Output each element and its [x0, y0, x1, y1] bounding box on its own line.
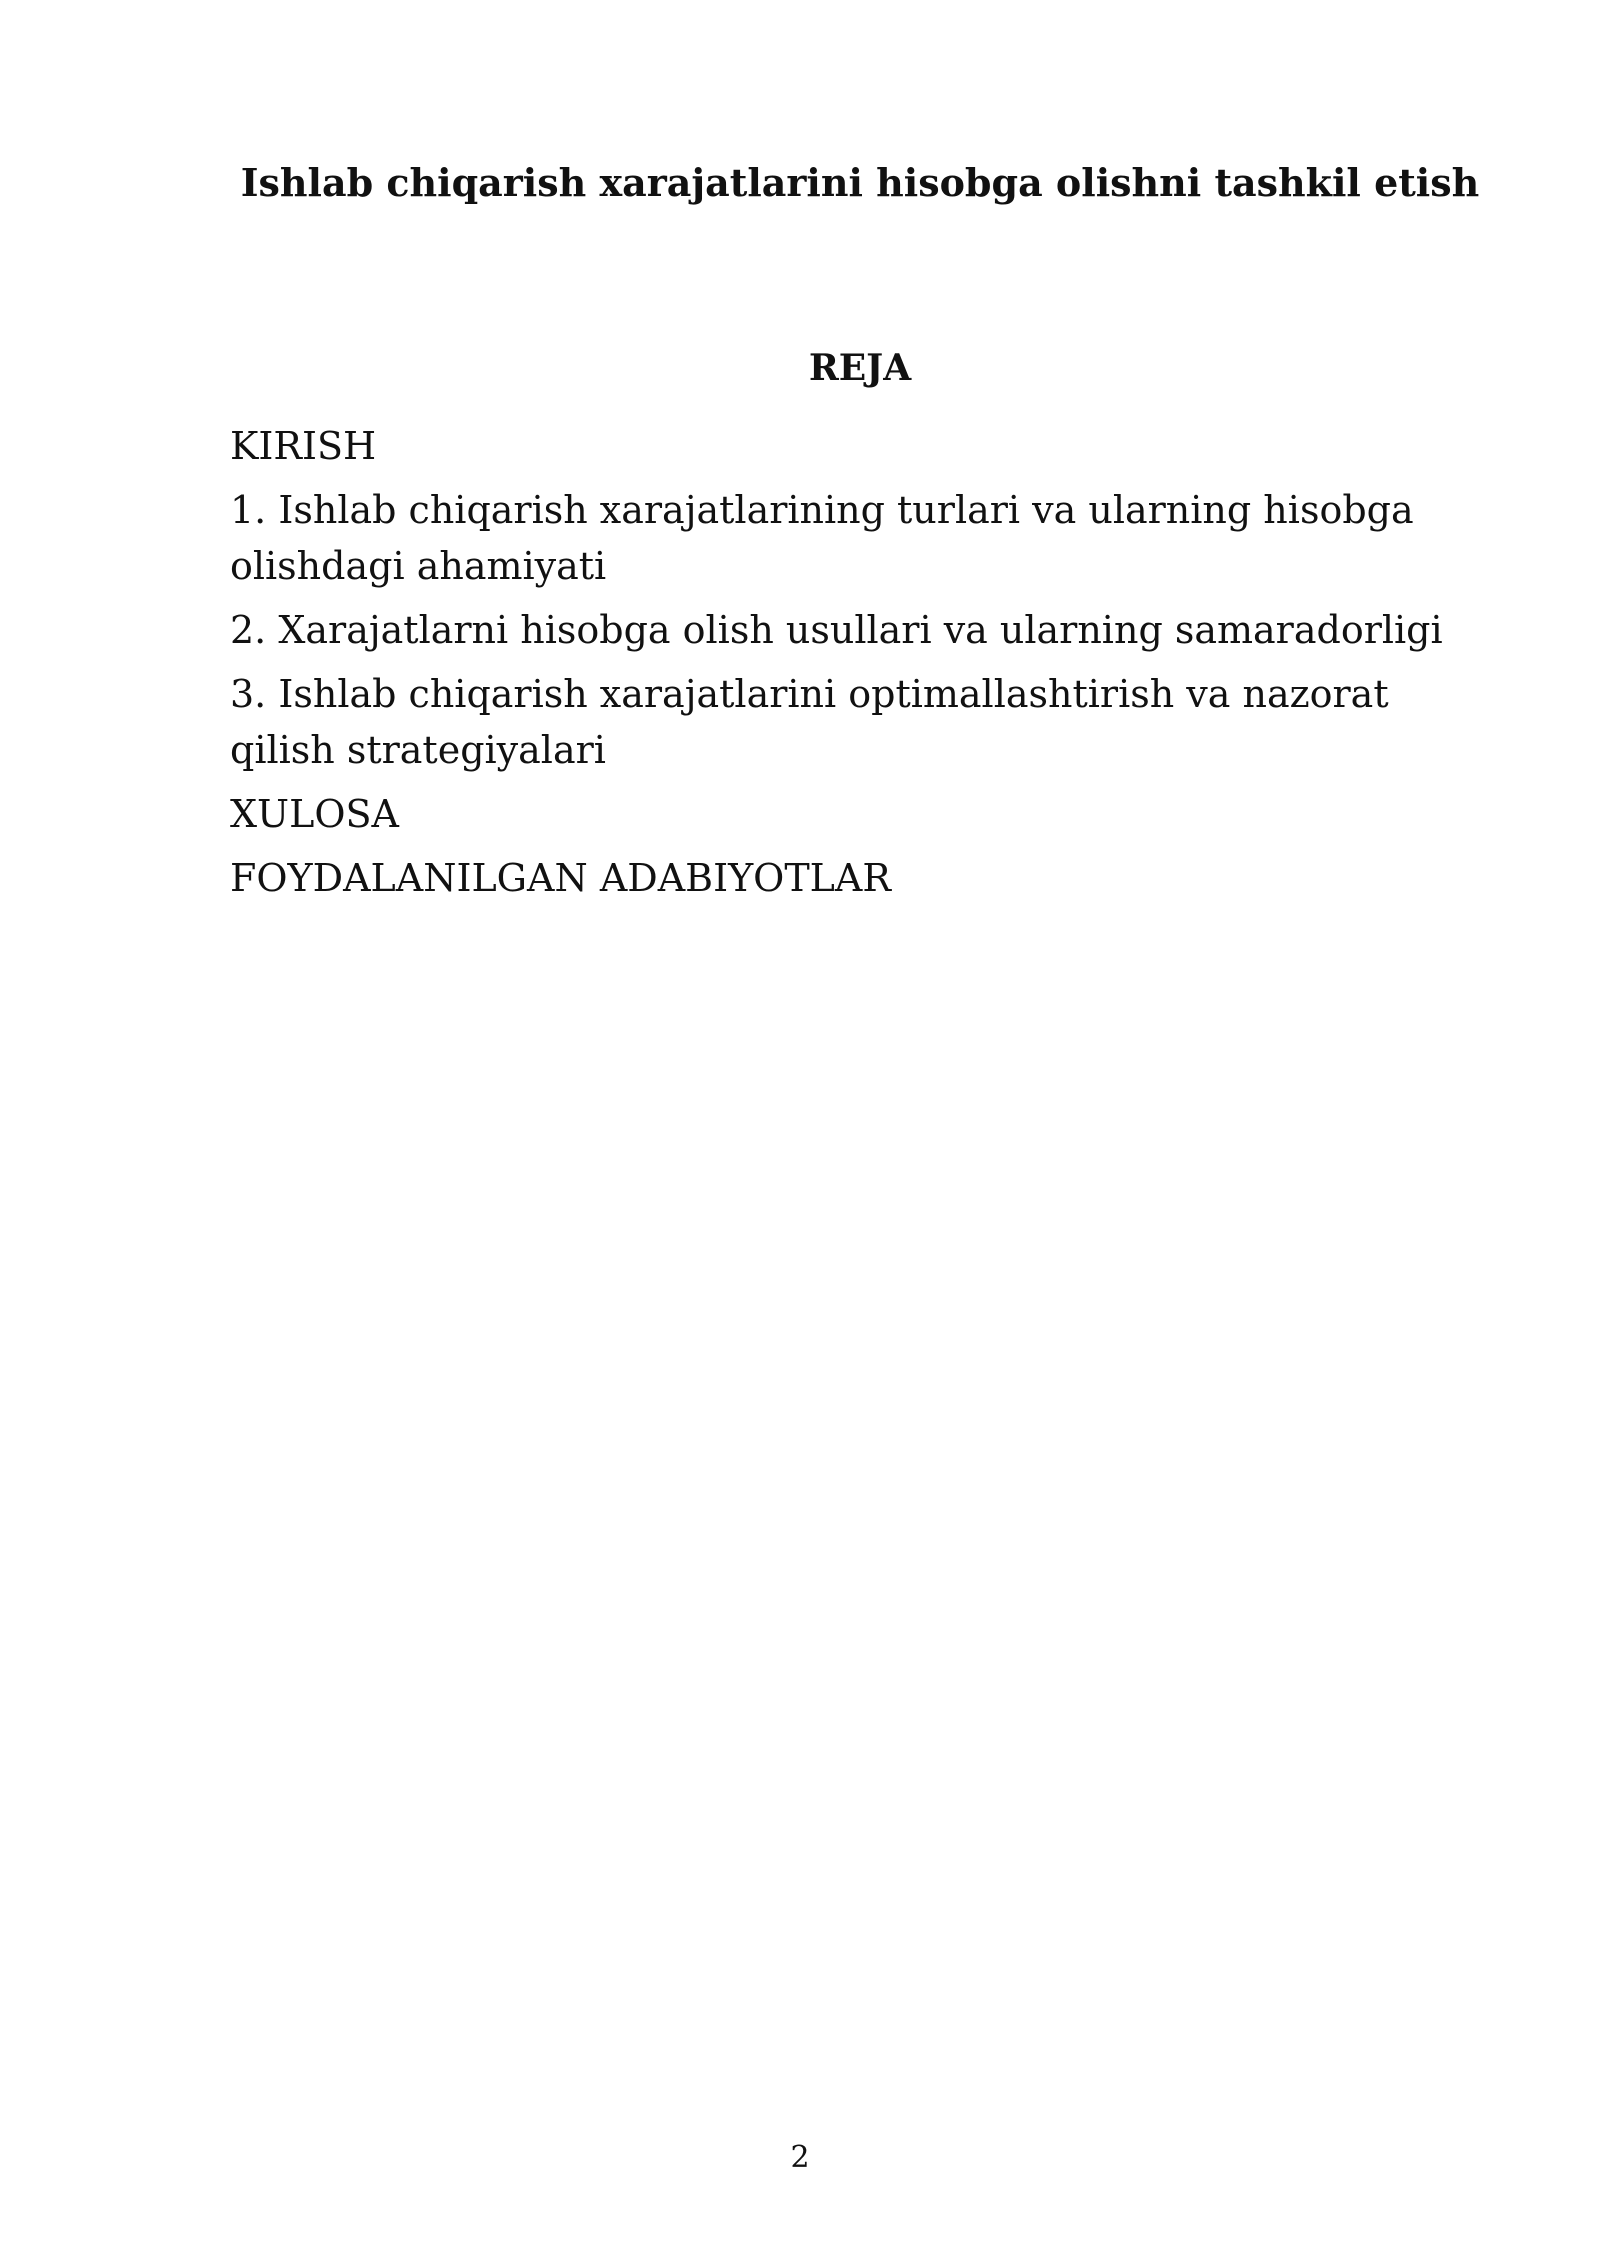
plan-item-conclusion: XULOSA — [230, 792, 399, 836]
plan-heading: REJA — [808, 347, 912, 389]
plan-item-references: FOYDALANILGAN ADABIYOTLAR — [230, 856, 891, 900]
plan-item-section-2: 2. Xarajatlarni hisobga olish usullari va ularning samaradorligi — [230, 608, 1443, 652]
plan-item-introduction: KIRISH — [230, 424, 377, 468]
plan-list — [230, 418, 1470, 914]
plan-item-section-3: 3. Ishlab chiqarish xarajatlarini optimallashtirish va nazorat qilish strategiyalari — [230, 672, 1389, 772]
plan-item-section-1: 1. Ishlab chiqarish xarajatlarining turlari va ularning hisobga olishdagi ahamiyati — [230, 488, 1414, 588]
page-number: 2 — [790, 2140, 810, 2175]
document-title: Ishlab chiqarish xarajatlarini hisobga olishni tashkil etish — [240, 160, 1480, 205]
